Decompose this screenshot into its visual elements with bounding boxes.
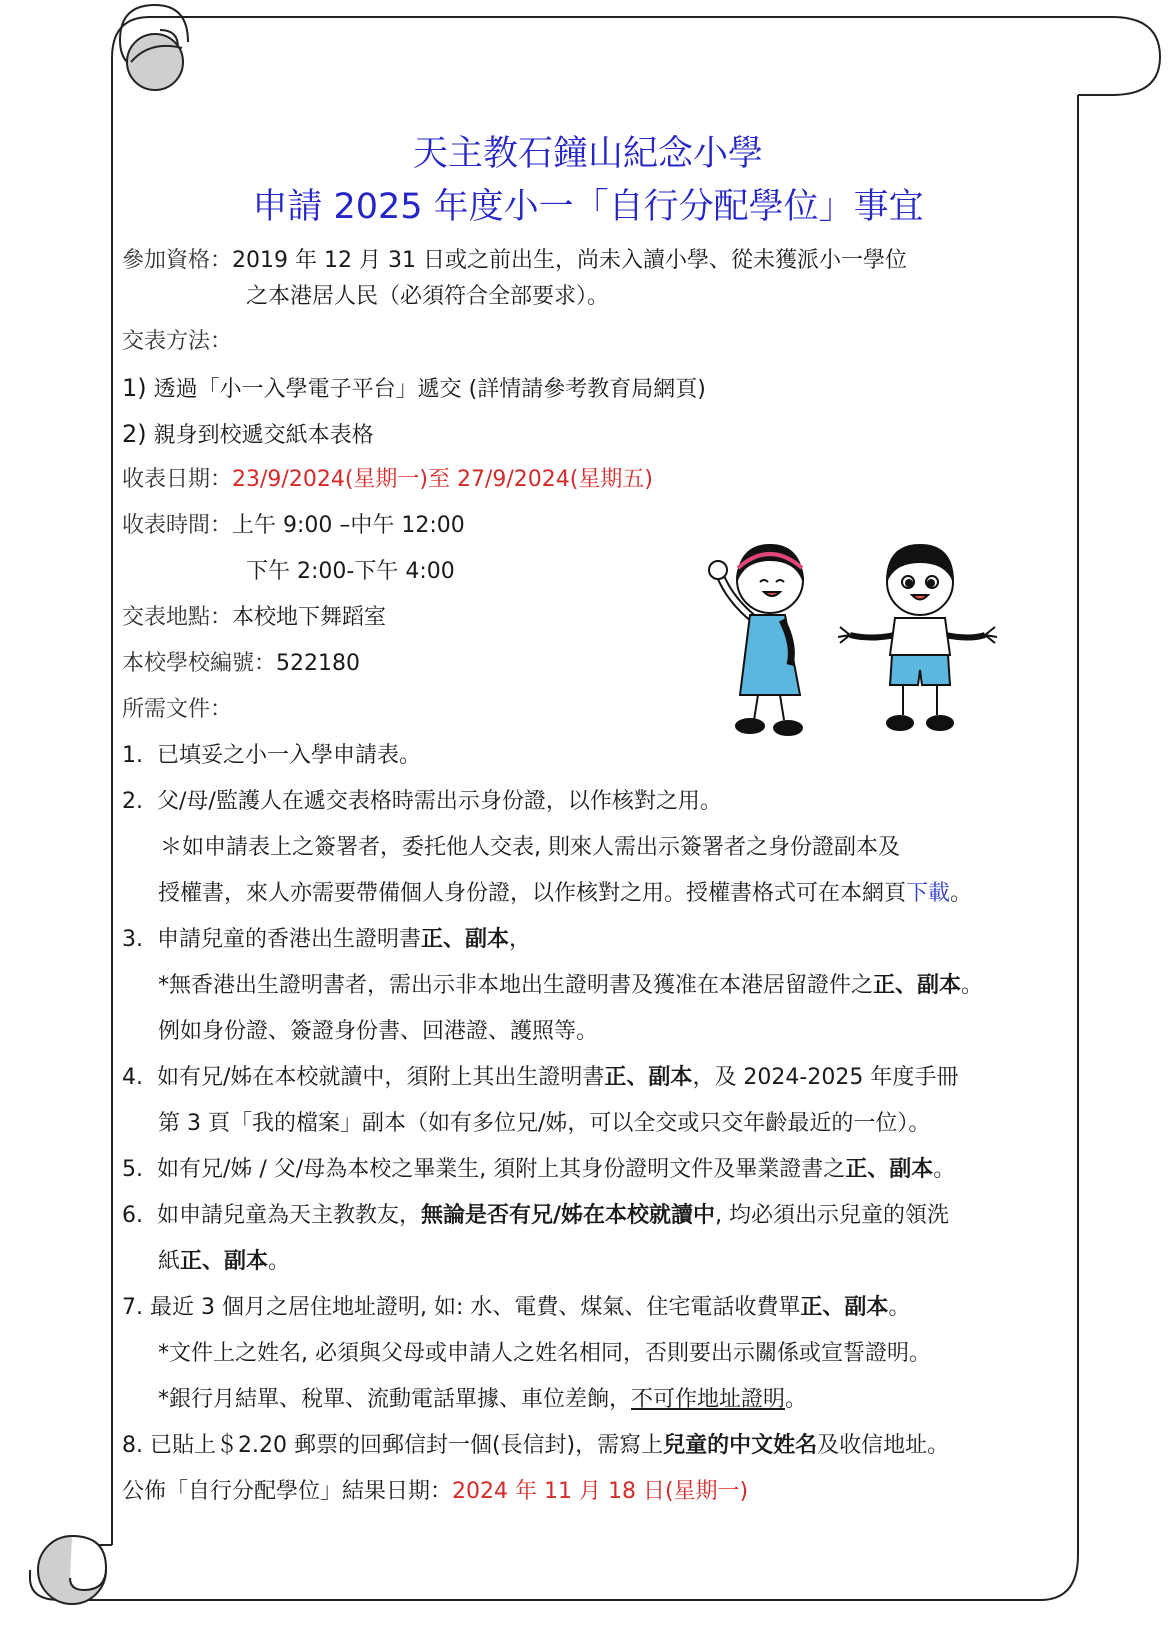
- collection-date-value: 23/9/2024(星期一)至 27/9/2024(星期五): [232, 467, 653, 492]
- school-name: 天主教石鐘山紀念小學: [412, 134, 763, 174]
- method-text: 親身到校遞交紙本表格: [153, 423, 374, 448]
- item-number: 1.: [122, 743, 143, 768]
- document-item-3-note2: 例如身份證、簽證身份書、回港證、護照等。: [158, 1019, 599, 1044]
- note-underlined: 不可作地址證明: [631, 1387, 786, 1412]
- item-text: 最近 3 個月之居住地址證明, 如: 水、電費、煤氣、住宅電話收費單: [150, 1295, 801, 1320]
- item-tail: 及收信地址。: [817, 1433, 950, 1458]
- item-text: 如有兄/姊在本校就讀中，須附上其出生證明書: [157, 1065, 605, 1090]
- item-text: 申請兒童的香港出生證明書: [157, 927, 422, 952]
- collection-date-label: 收表日期：: [122, 467, 233, 492]
- item-tail: , 均必須出示兒童的領洗: [715, 1203, 950, 1228]
- item-text: 父/母/監護人在遞交表格時需出示身份證，以作核對之用。: [157, 789, 722, 814]
- result-date-label: 公佈「自行分配學位」結果日期：: [122, 1479, 453, 1504]
- note-end: 。: [961, 973, 984, 998]
- page-title: 申請 2025 年度小一「自行分配學位」事宜: [252, 187, 924, 227]
- school-code-label: 本校學校編號：: [122, 651, 277, 676]
- eligibility-line1: 2019 年 12 月 31 日或之前出生，尚未入讀小學、從未獲派小一學位: [232, 248, 907, 273]
- item-bold: 兒童的中文姓名: [663, 1433, 818, 1458]
- document-item-3: [122, 925, 531, 955]
- document-item-2-note2: [158, 879, 972, 909]
- submission-label: 交表方法：: [122, 329, 233, 354]
- submission-method-1: [122, 373, 706, 405]
- item-bold: 正、副本: [421, 927, 510, 952]
- document-item-7: [122, 1293, 910, 1323]
- location-row: [122, 603, 386, 633]
- line-end: 。: [268, 1249, 291, 1274]
- document-item-6-line2: [158, 1247, 290, 1277]
- item-bold: 正、副本: [845, 1157, 934, 1182]
- collection-time-row: [122, 511, 465, 541]
- note-end: 。: [785, 1387, 808, 1412]
- item-tail: 。: [888, 1295, 911, 1320]
- collection-time-label: 收表時間：: [122, 513, 233, 538]
- school-code-value: 522180: [276, 651, 360, 676]
- note-text: 授權書，來人亦需要帶備個人身份證，以作核對之用。授權書格式可在本網頁: [158, 881, 907, 906]
- eligibility-row: [122, 246, 907, 276]
- document-item-1: [122, 741, 421, 771]
- result-date-value: 2024 年 11 月 18 日(星期一): [452, 1479, 749, 1504]
- submission-method-2: [122, 419, 374, 451]
- item-tail: ，: [509, 927, 532, 952]
- document-item-4: [122, 1063, 958, 1093]
- line-bold: 正、副本: [180, 1249, 269, 1274]
- download-link[interactable]: 下載: [906, 881, 951, 906]
- collection-time-morning: 上午 9:00 –中午 12:00: [232, 513, 465, 538]
- note-bold: 正、副本: [873, 973, 962, 998]
- document-item-3-note1: [158, 971, 983, 1001]
- method-number: 1): [122, 374, 147, 402]
- collection-time-afternoon: 下午 2:00-下午 4:00: [246, 559, 455, 584]
- item-text: 已填妥之小一入學申請表。: [157, 743, 422, 768]
- item-text: 如申請兒童為天主教教友，: [157, 1203, 422, 1228]
- item-bold: 正、副本: [800, 1295, 889, 1320]
- item-bold: 正、副本: [604, 1065, 693, 1090]
- document-item-4-line2: 第 3 頁「我的檔案」副本（如有多位兄/姊，可以全交或只交年齡最近的一位）。: [158, 1111, 931, 1136]
- note-text: *無香港出生證明書者，需出示非本地出生證明書及獲准在本港居留證件之: [158, 973, 874, 998]
- document-item-8: [122, 1431, 949, 1461]
- document-item-5: [122, 1155, 955, 1185]
- eligibility-line2: 之本港居人民（必須符合全部要求）。: [246, 284, 610, 309]
- item-number: 4.: [122, 1065, 143, 1090]
- item-text: 如有兄/姊 / 父/母為本校之畢業生, 須附上其身份證明文件及畢業證書之: [157, 1157, 846, 1182]
- girl-figure: [709, 545, 803, 735]
- item-tail: ，及 2024-2025 年度手冊: [692, 1065, 959, 1090]
- item-number: 2.: [122, 789, 143, 814]
- item-text: 已貼上＄2.20 郵票的回郵信封一個(長信封)，需寫上: [150, 1433, 664, 1458]
- school-code-row: [122, 649, 360, 679]
- item-number: 5.: [122, 1157, 143, 1182]
- line-text: 紙: [158, 1249, 181, 1274]
- document-item-7-note1: *文件上之姓名, 必須與父母或申請人之姓名相同，否則要出示關係或宣誓證明。: [158, 1341, 931, 1366]
- item-number: 3.: [122, 927, 143, 952]
- collection-date-row: [122, 465, 653, 495]
- eligibility-label: 參加資格：: [122, 248, 233, 273]
- item-number: 8.: [122, 1433, 143, 1458]
- document-item-7-note2: [158, 1385, 807, 1415]
- method-number: 2): [122, 420, 147, 448]
- location-label: 交表地點：: [122, 605, 233, 630]
- item-number: 7.: [122, 1295, 143, 1320]
- documents-label: 所需文件：: [122, 697, 233, 722]
- item-tail: 。: [933, 1157, 956, 1182]
- location-value: 本校地下舞蹈室: [232, 605, 387, 630]
- item-bold: 無論是否有兄/姊在本校就讀中: [421, 1203, 716, 1228]
- note-text: *銀行月結單、稅單、流動電話單據、車位差餉，: [158, 1387, 632, 1412]
- document-item-2: [122, 787, 722, 817]
- note-end: 。: [950, 881, 973, 906]
- document-item-2-note1: ＊如申請表上之簽署者，委托他人交表, 則來人需出示簽署者之身份證副本及: [160, 835, 900, 860]
- result-date-row: [122, 1477, 748, 1507]
- cartoon-children-illustration: [700, 540, 1020, 750]
- document-item-6: [122, 1201, 949, 1231]
- item-number: 6.: [122, 1203, 143, 1228]
- boy-figure: [838, 545, 997, 730]
- method-text: 透過「小一入學電子平台」遞交 (詳情請參考教育局網頁): [153, 377, 706, 402]
